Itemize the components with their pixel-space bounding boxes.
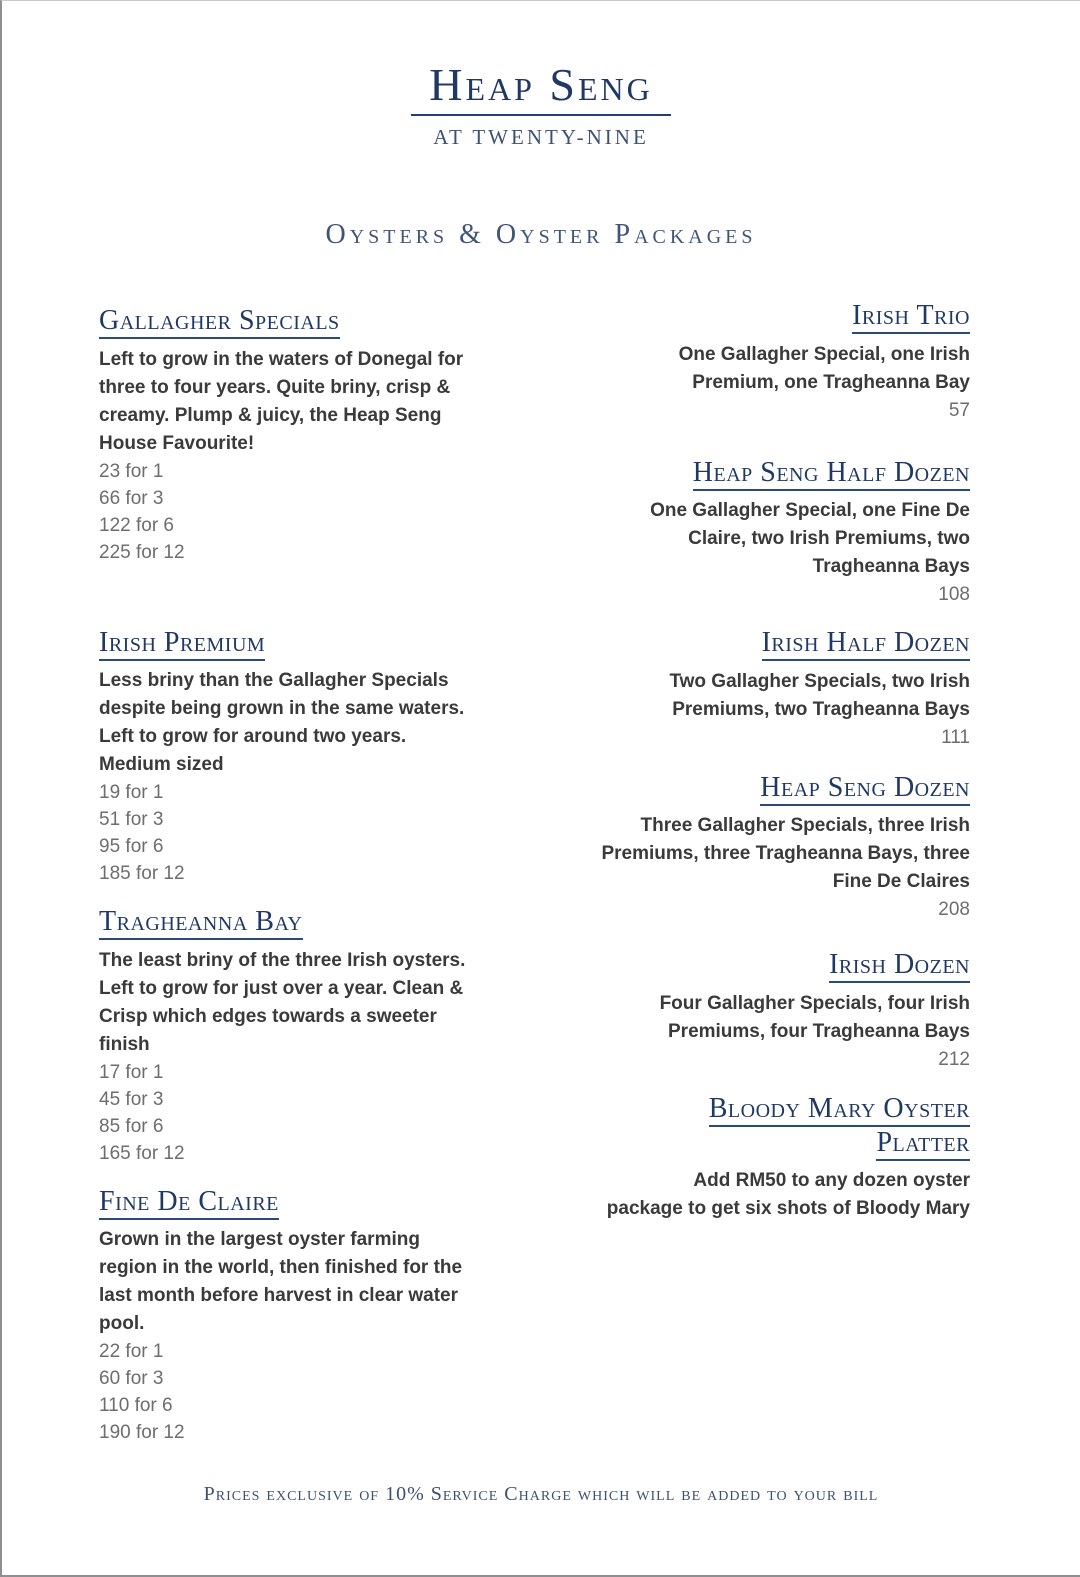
section-title: Heap Seng Half Dozen	[540, 456, 970, 490]
description-line: Premiums, four Tragheanna Bays	[668, 1020, 970, 1042]
left-column	[99, 304, 519, 1446]
price-line: 122 for 6	[99, 514, 174, 536]
description-line: region in the world, then finished for the	[99, 1257, 463, 1279]
description-line: Left to grow for around two years.	[99, 726, 407, 748]
section-price: 57	[948, 399, 970, 421]
section-irish-half-dozen	[540, 626, 970, 751]
description-line: package to get six shots of Bloody Mary	[606, 1198, 970, 1220]
price-line: 95 for 6	[99, 836, 164, 858]
section-description	[99, 947, 519, 1059]
description-line: House Favourite!	[99, 432, 255, 454]
section-price: 208	[938, 899, 970, 921]
price-list	[99, 1059, 519, 1167]
section-title: Heap Seng Dozen	[540, 771, 970, 805]
page-title: Oysters & Oyster Packages	[325, 219, 757, 250]
description-line: creamy. Plump & juicy, the Heap Seng	[99, 404, 442, 426]
description-line: Premiums, two Tragheanna Bays	[672, 698, 970, 720]
description-line: Three Gallagher Specials, three Irish	[640, 815, 970, 837]
section-irish-premium	[99, 626, 519, 888]
description-line: Tragheanna Bays	[812, 556, 970, 578]
price-line: 51 for 3	[99, 809, 164, 831]
description-line: Less briny than the Gallagher Specials	[99, 670, 449, 692]
price-list	[99, 1338, 519, 1446]
section-fine-de-claire	[99, 1185, 519, 1447]
price-line: 85 for 6	[99, 1115, 164, 1137]
restaurant-name: Heap Seng	[411, 61, 671, 116]
menu-header	[2, 61, 1080, 150]
section-heap-seng-dozen	[540, 771, 970, 924]
section-title: Fine De Claire	[99, 1185, 519, 1219]
price-line: 60 for 3	[99, 1368, 164, 1390]
price-line: 23 for 1	[99, 460, 164, 482]
description-line: pool.	[99, 1313, 145, 1335]
section-irish-trio	[540, 299, 970, 424]
section-description	[540, 812, 970, 896]
section-title: Irish Half Dozen	[540, 626, 970, 660]
price-line: 66 for 3	[99, 487, 164, 509]
section-description	[99, 346, 519, 458]
section-price: 212	[938, 1048, 970, 1070]
section-title: Bloody Mary Oyster Platter	[540, 1092, 970, 1159]
price-list	[99, 458, 519, 566]
section-description	[99, 1226, 519, 1338]
section-description	[540, 668, 970, 724]
description-line: three to four years. Quite briny, crisp &	[99, 376, 451, 398]
section-description	[540, 341, 970, 397]
description-line: Crisp which edges towards a sweeter	[99, 1005, 437, 1027]
price-line: 110 for 6	[99, 1395, 173, 1417]
section-tragheanna-bay	[99, 905, 519, 1167]
description-line: Premium, one Tragheanna Bay	[692, 371, 970, 393]
section-irish-dozen	[540, 948, 970, 1073]
section-price: 111	[941, 726, 970, 748]
section-description	[99, 667, 519, 779]
section-price: 108	[938, 584, 970, 606]
section-title: Gallagher Specials	[99, 304, 519, 338]
description-line: finish	[99, 1033, 150, 1055]
footer-note: Prices exclusive of 10% Service Charge which will be added to your bill	[203, 1483, 879, 1505]
description-line: The least briny of the three Irish oysters.	[99, 949, 466, 971]
section-title: Irish Premium	[99, 626, 519, 660]
price-line: 22 for 1	[99, 1341, 164, 1363]
description-line: Left to grow for just over a year. Clean &	[99, 977, 464, 999]
description-line: Two Gallagher Specials, two Irish	[669, 670, 970, 692]
description-line: Premiums, three Tragheanna Bays, three	[601, 843, 970, 865]
description-line: last month before harvest in clear water	[99, 1285, 459, 1307]
description-line: Left to grow in the waters of Donegal for	[99, 348, 464, 370]
price-line: 165 for 12	[99, 1142, 185, 1164]
section-heap-seng-half-dozen	[540, 456, 970, 609]
price-line: 17 for 1	[99, 1061, 164, 1083]
section-description	[540, 1167, 970, 1223]
section-gallagher-specials	[99, 304, 519, 566]
description-line: Claire, two Irish Premiums, two	[688, 528, 970, 550]
price-line: 185 for 12	[99, 863, 185, 885]
description-line: Medium sized	[99, 754, 224, 776]
section-title: Tragheanna Bay	[99, 905, 519, 939]
section-title: Irish Dozen	[540, 948, 970, 982]
price-line: 190 for 12	[99, 1422, 185, 1444]
restaurant-subtitle: AT TWENTY-NINE	[433, 125, 649, 150]
price-line: 19 for 1	[99, 782, 164, 804]
description-line: One Gallagher Special, one Fine De	[650, 500, 970, 522]
right-column	[540, 299, 970, 1223]
section-title: Irish Trio	[540, 299, 970, 333]
price-line: 225 for 12	[99, 541, 185, 563]
section-description	[540, 990, 970, 1046]
description-line: Add RM50 to any dozen oyster	[693, 1170, 970, 1192]
description-line: One Gallagher Special, one Irish	[678, 343, 970, 365]
section-description	[540, 497, 970, 581]
price-line: 45 for 3	[99, 1088, 164, 1110]
description-line: Four Gallagher Specials, four Irish	[659, 992, 970, 1014]
description-line: Fine De Claires	[832, 871, 970, 893]
description-line: despite being grown in the same waters.	[99, 698, 465, 720]
price-list	[99, 779, 519, 887]
section-bloody-mary-oyster-platter	[540, 1092, 970, 1223]
description-line: Grown in the largest oyster farming	[99, 1229, 420, 1251]
